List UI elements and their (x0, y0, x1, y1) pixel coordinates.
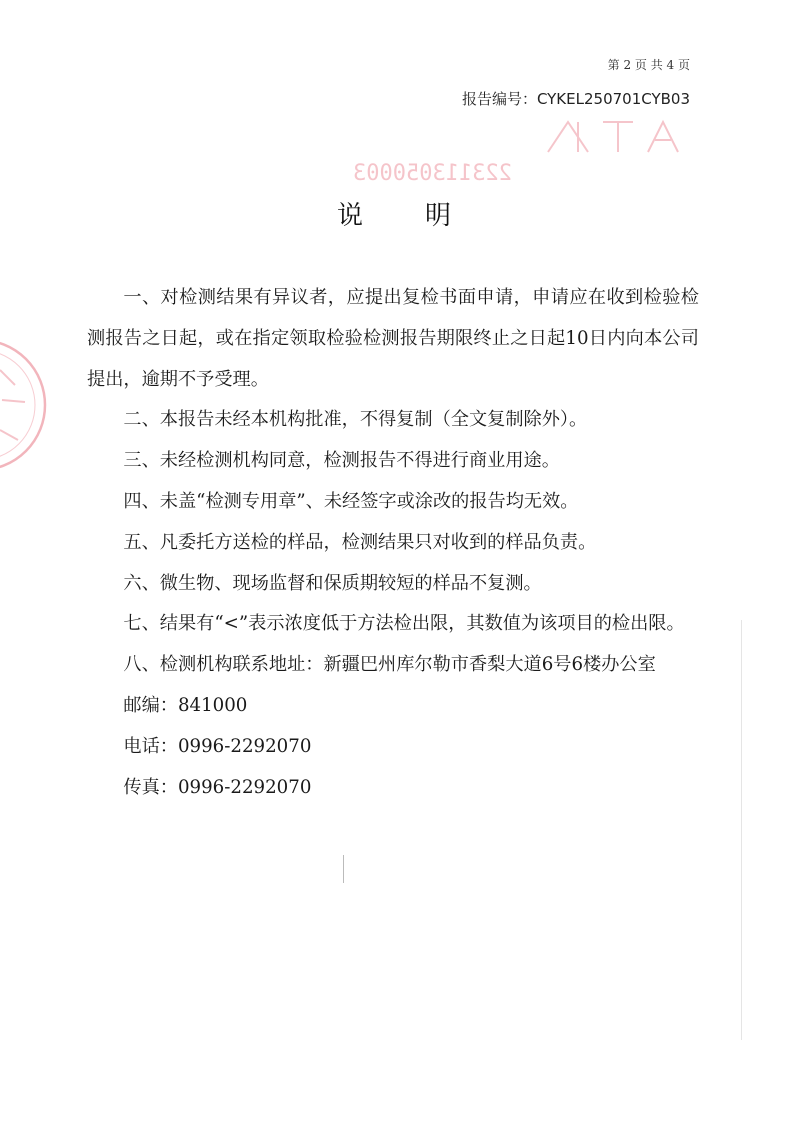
report-number: 报告编号：CYKEL250701CYB03 (461, 90, 690, 108)
note-2: 二、本报告未经本机构批准，不得复制（全文复制除外）。 (123, 409, 588, 431)
phone: 电话：0996-2292070 (123, 735, 312, 757)
scan-edge-line (741, 620, 742, 1040)
note-1: 一、对检测结果有异议者，应提出复检书面申请，申请应在收到检验检测报告之日起，或在指定领取检验检测报告期限终止之日起10日内向本公司提出，逾期不予受理。 (87, 287, 699, 390)
note-8: 八、检测机构联系地址：新疆巴州库尔勒市香梨大道6号6楼办公室 (123, 654, 656, 676)
postcode: 邮编：841000 (123, 694, 248, 716)
scan-mark (343, 855, 344, 883)
note-4: 四、未盖“检测专用章”、未经签字或涂改的报告均无效。 (123, 490, 579, 512)
fax: 传真：0996-2292070 (123, 776, 312, 798)
page-info: 第 2 页 共 4 页 (607, 58, 690, 72)
document-title: 说明 (336, 201, 513, 231)
note-5: 五、凡委托方送检的样品，检测结果只对收到的样品负责。 (123, 531, 597, 553)
side-seal-icon (0, 330, 60, 480)
note-6: 六、微生物、现场监督和保质期较短的样品不复测。 (123, 572, 542, 594)
svg-text:223113050003: 223113050003 (353, 161, 512, 186)
note-3: 三、未经检测机构同意，检测报告不得进行商业用途。 (123, 450, 560, 472)
notes-body (87, 278, 699, 808)
note-7: 七、结果有“<”表示浓度低于方法检出限，其数值为该项目的检出限。 (123, 613, 685, 635)
